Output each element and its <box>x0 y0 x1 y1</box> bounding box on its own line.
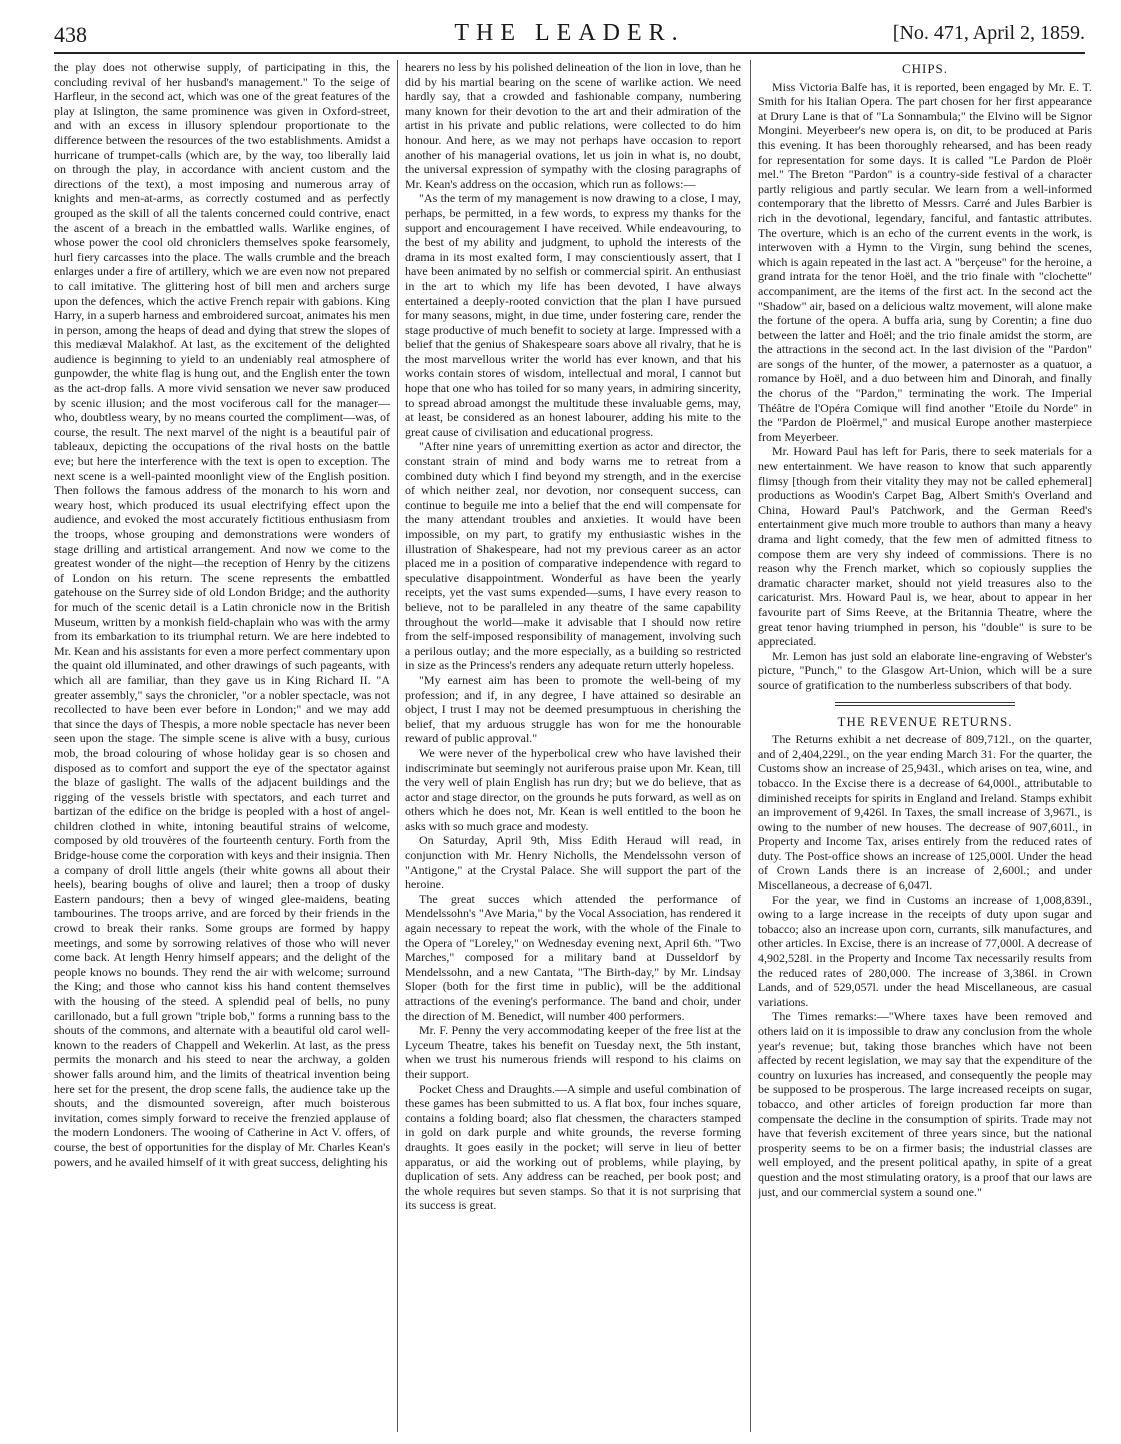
paragraph: hearers no less by his polished delineation of the lion in love, than he did by his martial bearing on the scene of warlike action. We need hardly say, that a crowded and fashionable company, numbering many known for their devotion to the art and their admiration of the artist in his private and public relations, were collected to do him honour. And here, as we may not perhaps have occasion to report another of his managerial ovations, let us join in what is, no doubt, the universal expression of sympathy with the closing paragraphs of Mr. Kean's address on the occasion, which run as follows:— <box>405 60 741 191</box>
paragraph: The Returns exhibit a net decrease of 809,712l., on the quarter, and of 2,404,229l., on the year ending March 31. For the quarter, the Customs show an increase of 25,943l., which arises on tea, wine, and tobacco. In the Excise there is a decrease of 64,000l., attributable to diminished receipts for spirits in England and Ireland. Stamps exhibit an improvement of 9,426l. In Taxes, the small increase of 3,967l., is owing to the number of new houses. The decrease of 907,601l., in Property and Income Tax, arises entirely from the reduced rates of duty. The Post-office shows an increase of 125,000l. Under the head of Crown Lands there is an increase of 2,600l.; and under Miscellaneous, a decrease of 6,047l. <box>758 732 1092 893</box>
paragraph: the play does not otherwise supply, of participating in this, the concluding revival of her husband's management." To the seige of Harfleur, in the second act, which was one of the great features of the play at Islington, the same prominence was given in Oxford-street, and with an excess in illusory splendour proportionate to the difference between the resources of the two establishments. Amidst a hurricane of trumpet-calls (which are, by the way, too liberally laid on through the play, in accordance with ancient custom and the directions of the text), a most imposing and numerous array of knights and men-at-arms, as correctly costumed and as perfectly grouped as the skill of all the talents concerned could contrive, enact the ascent of a breach in the embattled walls. Warlike engines, of whose power the cool old chroniclers themselves spoke fearsomely, hurl fiery carcasses into the place. The walls crumble and the breach enlarges under a fire of artillery, which we are even now not prepared to call imitative. The glittering host of bill men and archers surge upon the defences, which the active French repair with gabions. King Harry, in a superb harness and embroidered surcoat, animates his men in person, among the heaps of dead and dying that strew the slopes of this mediæval Malakhof. At last, as the excitement of the delighted audience is beginning to yield to an undeniably real atmosphere of gunpowder, the white flag is hung out, and the English enter the town as the act-drop falls. A more vivid sensation we never saw produced by scenic illusion; and the most vociferous call for the manager—who, doubtless weary, by no means courted the compliment—was, of course, the result. The next marvel of the night is a beautiful pair of tableaux, depicting the occupations of the rival hosts on the battle eve; but here the interference with the text is open to exception. The next scene is a well-painted moonlight view of the English position. Then follows the famous address of the monarch to his worn and weary host, which produced its usual electrifying effect upon the audience, and evoked the most accurately fictitious enthusiasm from the troops, whose grouping and demonstrations were wonders of stage drilling and artistical arrangement. And now we come to the greatest wonder of the night—the reception of Henry by the citizens of London on his return. The scene represents the embattled gatehouse on the Surrey side of old London Bridge; and the authority for much of the scenic detail is a Latin chronicle now in the British Museum, written by a monkish field-chaplain who was with the army from its embarkation to its triumphal return. We are here indebted to Mr. Kean and his assistants for even a more perfect commentary upon the quaint old illuminated, and other drawings of such pageants, with which all are familiar, than they gave us in King Richard II. "A greater assembly," says the chronicler, "or a nobler spectacle, was not recollected to have been ever before in London;" and we may add that since the days of Thespis, a more noble spectacle has never been seen upon the stage. The simple scene is alive with a busy, curious mob, the broad colouring of whose holiday gear is so chosen and disposed as to comfort and support the eye of the spectator against the blaze of gaslight. The walls of the adjacent buildings and the rigging of the vessels bristle with spectators, and each turret and bartizan of the edifice on the bridge is peopled with a host of angel-children clothed in white, intoning beautiful strains of welcome, composed by old trouvères of the fourteenth century. Forth from the Bridge-house come the corporation with keys and their insignia. Then a company of droll little angels (their white gowns all about their heels), bearing boughs of olive and laurel; then a troop of dusky Eastern pandours; then a bevy of winged glee-maidens, beating tambourines. The troops arrive, and are forced by their friends in the crowd to break their ranks. Some groups are formed by happy meetings, and some by sorrowing relatives of those who will never come back. At length Henry himself appears; and the delight of the people knows no bounds. They rend the air with welcome; surround the King; and those who cannot kiss his hand content themselves with the housing of the steed. A splendid peal of bells, no puny carillonado, but a full grown "triple bob," forms a running bass to the shouts of the commons, and alternate with a beautiful old carol well-known to the readers of Chappell and Wekerlin. At last, as the press permits the monarch and his steed to near the archway, a golden shower falls around him, and the limits of theatrical invention being here set for the present, the drop scene falls, the audience take up the shouts, and the dismounted sovereign, after much boisterous invitation, comes simply forward to receive the frenzied applause of the modern Londoners. The wooing of Catherine in Act V. offers, of course, the best of opportunities for the display of Mr. Charles Kean's powers, and he availed himself of it with great success, delighting his <box>54 60 390 1169</box>
paper-title: THE LEADER. <box>454 20 685 46</box>
column-1 <box>54 60 390 1430</box>
paragraph: Miss Victoria Balfe has, it is reported, been engaged by Mr. E. T. Smith for his Italian Opera. The part chosen for her first appearance at Drury Lane is that of "La Sonnambula;" the Elvino will be Signor Mongini. Meyerbeer's new opera is, on dit, to be produced at Paris this evening. It has been thoroughly rehearsed, and has been ready for representation for some days. It is called "Le Pardon de Ploër mel." The Breton "Pardon" is a country-side festival of a character partly religious and partly secular. We learn from a well-informed contemporary that the libretto of Messrs. Carré and Jules Barbier is rich in the devotional, legendary, fanciful, and fantastic attributes. The overture, which is an echo of the current events in the work, is interwoven with a Hymn to the Virgin, sung behind the scenes, which is again repeated in the last act. A "berçeuse" for the heroine, a grand intrata for the tenor Hoël, and the trio finale with "clochette" accompaniment, are the items of the first act. In the second act the "Shadow" air, based on a delicious waltz movement, will alone make the fortune of the opera. A buffa aria, sung by Corentin; a fine duo between the latter and Hoël; and the trio finale amidst the storm, are the attractions in the second act. In the last division of the "Pardon" are songs of the hunter, of the mower, a paternoster as a quatuor, a romance by Hoël, and a duo between him and Dinorah, and finally the chorus of the "Pardon," terminating the work. The Imperial Théâtre de l'Opéra Comique will find another "Etoile du Norde" in the "Pardon de Ploërmel," and musical Europe another masterpiece from Meyerbeer. <box>758 79 1092 444</box>
paragraph: The Times remarks:—"Where taxes have been removed and others laid on it is impossible to draw any conclusion from the whole year's revenue; but, taking those branches which have not been affected by recent legislation, we may say that the expenditure of the country on luxuries has increased, and consequently the people may be supposed to be prosperous. The large increased receipts on sugar, tobacco, and other articles of foreign production far more than compensate the decline in the consumption of spirits. Trade may not have that feverish excitement of three years since, but the national prosperity seems to be on a firmer basis; the industrial classes are well employed, and the present political apathy, in spite of a great question and the most stimulating oratory, is a proof that our laws are just, and our commercial system a sound one." <box>758 1009 1092 1199</box>
column-2 <box>405 60 741 1430</box>
paragraph: On Saturday, April 9th, Miss Edith Heraud will read, in conjunction with Mr. Henry Nicholls, the Mendelssohn verson of "Antigone," at the Crystal Palace. She will support the part of the heroine. <box>405 833 741 892</box>
paragraph: Mr. Howard Paul has left for Paris, there to seek materials for a new entertainment. We have reason to know that such apparently flimsy [though from their vitality they may not be called ephemeral] productions as Woodin's Carpet Bag, Albert Smith's Overland and China, Howard Paul's Patchwork, and the German Reed's entertainment give much more trouble to authors than many a heavy drama and light comedy, that the few men of admitted fitness to compose them are very shy indeed of commissions. There is no reason why the French market, which so copiously supplies the dramatic character market, should not yield treasures also to the caricaturist. Mrs. Howard Paul is, we hear, about to appear in her favourite part of Sims Reeve, at the Britannia Theatre, where the great tenor having triumphed in person, his "double" is sure to be appreciated. <box>758 444 1092 649</box>
paragraph: We were never of the hyperbolical crew who have lavished their indiscriminate but seemingly not auriferous praise upon Mr. Kean, till the very well of plain English has run dry; but we do believe, that as actor and stage director, on the grounds he puts forward, as well as on others which he does not, Mr. Kean is well entitled to the boon he asks with so much grace and modesty. <box>405 745 741 833</box>
paragraph: Pocket Chess and Draughts.—A simple and useful combination of these games has been submitted to us. A flat box, four inches square, contains a folding board; also flat chessmen, the characters stamped in gold on dark purple and white grounds, the reverse forming draughts. It goes easily in the pocket; will serve in lieu of better apparatus, or aid the working out of problems, while playing, by duplication of sets. Any address can be reached, per book post; and the whole requires but seven stamps. So that it is not surprising that its success is great. <box>405 1081 741 1213</box>
column-divider-2 <box>750 60 751 1432</box>
section-divider <box>835 702 1015 706</box>
paragraph: "My earnest aim has been to promote the well-being of my profession; and if, in any degree, I have attained so desirable an object, I trust I may not be deemed presumptuous in cherishing the belief, that my arduous struggle has won for me the honourable reward of public approval." <box>405 672 741 746</box>
paragraph: "After nine years of unremitting exertion as actor and director, the constant strain of mind and body warns me to retreat from a combined duty which I find beyond my strength, and in the exercise of which neither zeal, nor devotion, nor consequent success, can continue to beguile me into a belief that the end will compensate for the many attendant troubles and anxieties. It would have been impossible, on my part, to gratify my enthusiastic wishes in the illustration of Shakespeare, had not my previous career as an actor placed me in a position of comparative independence with regard to speculative disappointment. Wonderful as have been the yearly receipts, yet the vast sums expended—sums, I have every reason to believe, not to be paralleled in any theatre of the same capability throughout the world—make it advisable that I should now retire from the self-imposed responsibility of management, involving such a perilous outlay; and the more especially, as a building so restricted in size as the Princess's renders any adequate return utterly hopeless. <box>405 439 741 673</box>
paragraph: Mr. F. Penny the very accommodating keeper of the free list at the Lyceum Theatre, takes his benefit on Tuesday next, the 5th instant, when we trust his numerous friends will respond to his claims on their support. <box>405 1023 741 1081</box>
section-heading-chips: CHIPS. <box>901 61 949 76</box>
column-divider-1 <box>397 60 398 1432</box>
column-3 <box>758 60 1092 1430</box>
page-number: 438 <box>54 22 87 47</box>
paragraph: "As the term of my management is now drawing to a close, I may, perhaps, be permitted, in a few words, to express my thanks for the support and encouragement I have received. While endeavouring, to the best of my ability and judgment, to uphold the interests of the drama in its most exalted form, I may conscientiously assert, that I have been animated by no selfish or commercial spirit. An enthusiast in the art to which my life has been devoted, I have always entertained a deeply-rooted conviction that the plan I have pursued for many seasons, might, in due time, under fostering care, render the stage productive of much benefit to society at large. Impressed with a belief that the genius of Shakespeare soars above all rivalry, that he is the most marvellous writer the world has ever known, and that his works contain stores of wisdom, intellectual and moral, I cannot but hope that one who has toiled for so many years, in admiring sincerity, to spread abroad amongst the multitude these invaluable gems, may, at least, be considered as an honest labourer, adding his mite to the great cause of civilisation and educational progress. <box>405 191 741 439</box>
paragraph: For the year, we find in Customs an increase of 1,008,839l., owing to a large increase in the receipts of duty upon sugar and tobacco; also an increase upon corn, currants, silk manufactures, and other articles. In Excise, there is an increase of 77,000l. A decrease of 4,902,528l. in the Property and Income Tax necessarily results from the reduced rates of 280,000. The increase of 3,386l. in Crown Lands, and of 529,057l. under the head Miscellaneous, are casual variations. <box>758 892 1092 1009</box>
section-heading-revenue: THE REVENUE RETURNS. <box>837 713 1013 729</box>
paragraph: The great succes which attended the performance of Mendelssohn's "Ave Maria," by the Vocal Association, has rendered it again necessary to repeat the work, with the whole of the Finale to the Opera of "Loreley," on Wednesday evening next, April 6th. "Two Marches," composed for a military band at Dusseldorf by Mendelssohn, and a new Cantata, "The Birth-day," by Mr. Lindsay Sloper (both for the first time in public), will be the additional attractions of the evening's performance. The band and choir, under the direction of M. Benedict, will number 400 performers. <box>405 891 741 1023</box>
paragraph: Mr. Lemon has just sold an elaborate line-engraving of Webster's picture, "Punch," to the Glasgow Art-Union, which will be a sure source of gratification to the numberless subscribers of that body. <box>758 648 1092 692</box>
masthead <box>54 18 1085 54</box>
issue-date: [No. 471, April 2, 1859. <box>892 22 1085 44</box>
